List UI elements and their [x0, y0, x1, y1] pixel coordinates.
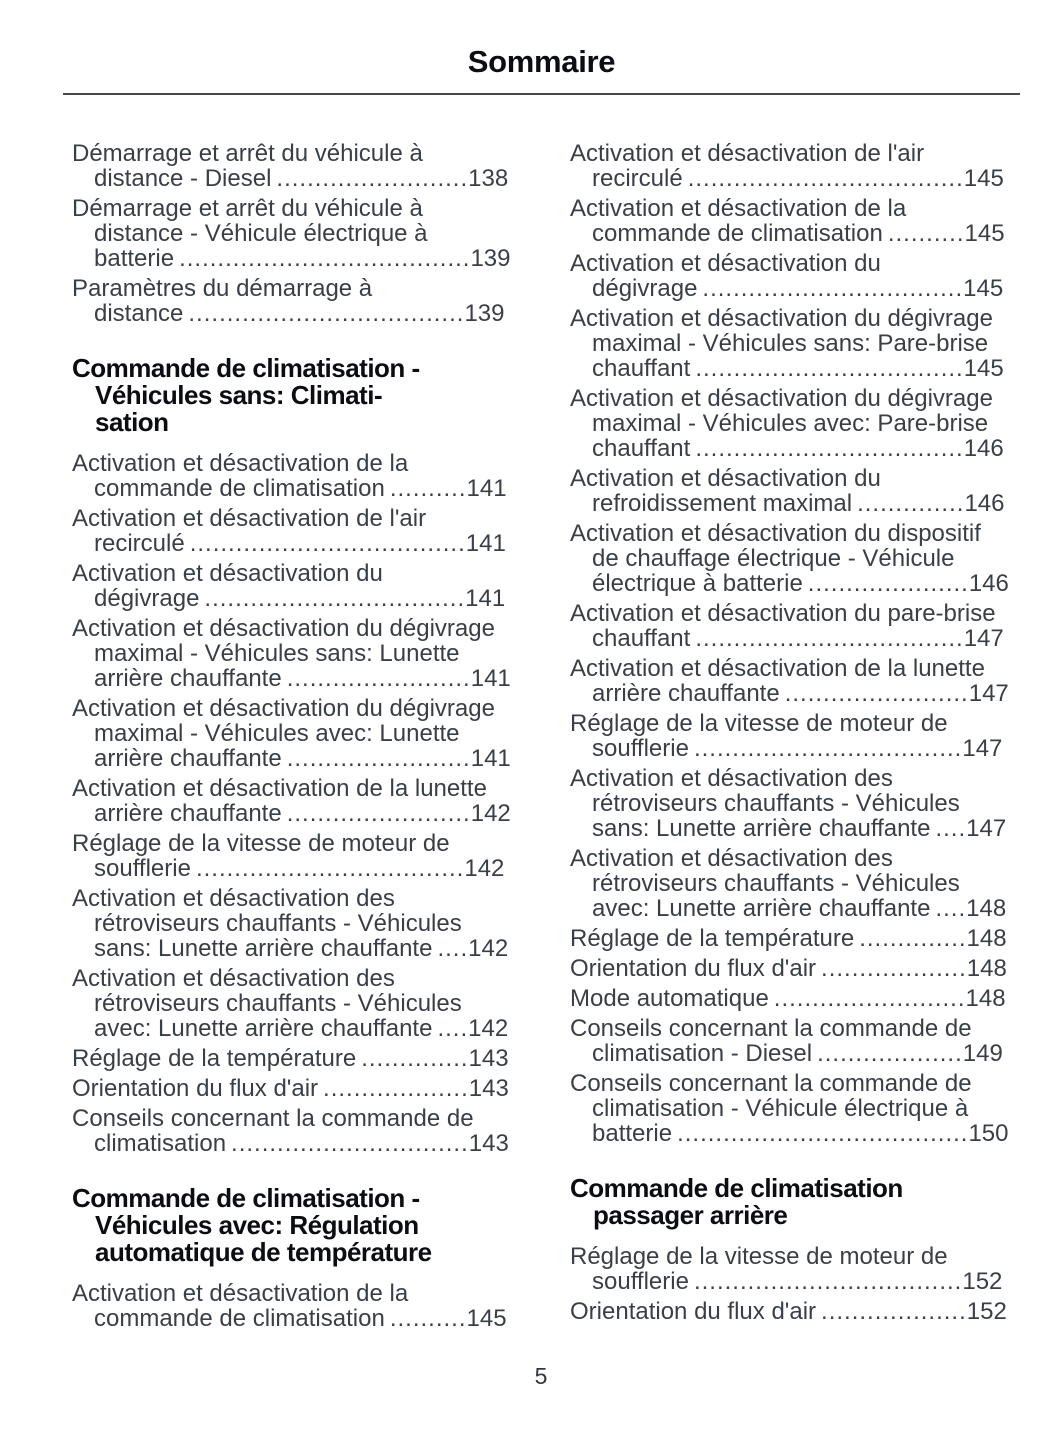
toc-entry-label: Orientation du flux d'air [570, 955, 817, 982]
toc-entry [72, 561, 512, 611]
toc-entry [570, 986, 1010, 1011]
toc-entry-page-number: 143 [468, 1130, 509, 1157]
toc-entry-page-number: 145 [466, 1305, 507, 1332]
dot-leader: .... [935, 895, 967, 922]
dot-leader: ........................ [784, 680, 969, 707]
dot-leader: ...................................... [179, 245, 471, 272]
dot-leader: ................... [323, 1075, 469, 1102]
toc-entry-page-number: 142 [464, 855, 505, 882]
toc-entry-page-number: 147 [968, 680, 1009, 707]
toc-entry [570, 711, 1010, 761]
toc-entry [570, 521, 1010, 596]
toc-entry [570, 1071, 1010, 1146]
toc-entry-label: Activation et désactivation des rétroviseurs chauffants - Véhicules sans: Lunette arrière chauffante [570, 765, 960, 842]
toc-entry-label: Conseils concernant la commande de climatisation [72, 1105, 474, 1157]
toc-entry-page-number: 145 [963, 275, 1004, 302]
toc-entry-page-number: 143 [468, 1045, 509, 1072]
toc-entry-label: Activation et désactivation des rétroviseurs chauffants - Véhicules avec: Lunette arrière chauffante [72, 965, 462, 1042]
toc-entry [72, 141, 512, 191]
toc-entry-label: Réglage de la température [570, 925, 855, 952]
dot-leader: ................................... [695, 355, 964, 382]
dot-leader: .......... [389, 475, 467, 502]
page-header [0, 0, 1055, 95]
toc-entry-page-number: 150 [968, 1120, 1009, 1147]
dot-leader: ................................... [695, 435, 964, 462]
dot-leader: .................................... [188, 300, 465, 327]
dot-leader: ................... [817, 1040, 963, 1067]
toc-entry-page-number: 141 [466, 475, 507, 502]
toc-column-1 [72, 141, 512, 1336]
toc-entry [72, 506, 512, 556]
toc-entry [72, 886, 512, 961]
section-heading-line: Commande de climatisation - [72, 353, 420, 383]
toc-entry-page-number: 142 [470, 800, 511, 827]
toc-entry-label: Activation et désactivation du dispositif de chauffage électrique - Véhicule électrique à batterie [570, 520, 981, 597]
toc-entry [570, 766, 1010, 841]
dot-leader: .................................. [204, 585, 466, 612]
toc-entry [570, 956, 1010, 981]
dot-leader: ................... [821, 955, 967, 982]
dot-leader: ................................... [695, 625, 964, 652]
toc-entry [72, 776, 512, 826]
dot-leader: ............................... [231, 1130, 469, 1157]
toc-entry-label: Activation et désactivation du dégivrage maximal - Véhicules avec: Pare-brise chauffant [570, 385, 993, 462]
toc-entry-page-number: 143 [468, 1075, 509, 1102]
dot-leader: .......... [389, 1305, 467, 1332]
toc-entry [570, 306, 1010, 381]
toc-entry-label: Réglage de la vitesse de moteur de soufflerie [570, 1243, 948, 1295]
dot-leader: .................................... [687, 165, 964, 192]
section-heading-line: sation [95, 407, 169, 437]
toc-entry-page-number: 141 [465, 530, 506, 557]
toc-entry-page-number: 148 [965, 985, 1006, 1012]
toc-entry-page-number: 142 [468, 1015, 509, 1042]
section-heading-line: Véhicules avec: Régulation [95, 1210, 419, 1240]
toc-entry-label: Activation et désactivation de la lunette arrière chauffante [72, 775, 487, 827]
toc-entry [570, 1016, 1010, 1066]
toc-entry-page-number: 145 [964, 220, 1005, 247]
dot-leader: ................................... [693, 735, 963, 762]
toc-entry-label: Activation et désactivation des rétroviseurs chauffants - Véhicules avec: Lunette arrière chauffante [570, 845, 960, 922]
toc-entry-label: Activation et désactivation du refroidissement maximal [570, 465, 881, 517]
toc-entry-label: Activation et désactivation de l'air recirculé [570, 140, 925, 192]
dot-leader: .... [437, 935, 469, 962]
toc-entry-label: Réglage de la vitesse de moteur de soufflerie [570, 710, 948, 762]
toc-entry-page-number: 145 [963, 355, 1004, 382]
toc-entry-page-number: 152 [966, 1298, 1007, 1325]
toc-entry-label: Activation et désactivation du dégivrage maximal - Véhicules sans: Lunette arrière chauffante [72, 615, 495, 692]
toc-columns [0, 95, 1055, 1336]
toc-entry-label: Activation et désactivation du dégivrage maximal - Véhicules avec: Lunette arrière chauffante [72, 695, 495, 772]
toc-entry-label: Orientation du flux d'air [72, 1075, 319, 1102]
toc-entry-page-number: 141 [465, 585, 506, 612]
toc-entry-label: Activation et désactivation du dégivrage [570, 250, 881, 302]
dot-leader: .................................. [702, 275, 964, 302]
toc-entry [72, 1281, 512, 1331]
section-heading-line: automatique de température [95, 1237, 432, 1267]
dot-leader: ......................... [276, 165, 469, 192]
toc-entry [72, 451, 512, 501]
dot-leader: .... [935, 815, 967, 842]
dot-leader: ........................ [286, 800, 471, 827]
toc-entry-page-number: 141 [470, 745, 511, 772]
toc-entry-page-number: 138 [468, 165, 509, 192]
dot-leader: .............. [859, 925, 967, 952]
toc-entry [570, 466, 1010, 516]
toc-entry [72, 966, 512, 1041]
section-heading-line: Commande de climatisation [570, 1173, 903, 1203]
section-heading-line: Véhicules sans: Climati- [95, 380, 383, 410]
section-heading [72, 355, 512, 436]
toc-entry [72, 196, 512, 271]
toc-entry [570, 926, 1010, 951]
toc-entry [72, 1046, 512, 1071]
toc-entry [72, 616, 512, 691]
toc-entry [570, 196, 1010, 246]
dot-leader: ........................ [286, 745, 471, 772]
toc-entry-label: Mode automatique [570, 985, 769, 1012]
dot-leader: .............. [361, 1045, 469, 1072]
toc-entry [72, 831, 512, 881]
footer-page-number: 5 [534, 1363, 548, 1389]
toc-entry-label: Activation et désactivation de la commande de climatisation [72, 450, 409, 502]
toc-entry-page-number: 149 [962, 1040, 1003, 1067]
section-heading [570, 1175, 1010, 1229]
toc-entry [570, 1299, 1010, 1324]
page-title: Sommaire [467, 44, 616, 79]
toc-entry [570, 846, 1010, 921]
toc-entry-label: Activation et désactivation de l'air recirculé [72, 505, 427, 557]
toc-column-2 [570, 141, 1010, 1329]
dot-leader: ..................... [807, 570, 969, 597]
toc-entry [570, 1244, 1010, 1294]
section-heading [72, 1185, 512, 1266]
toc-entry-label: Activation et désactivation du pare-brise chauffant [570, 600, 996, 652]
toc-entry-label: Activation et désactivation du dégivrage maximal - Véhicules sans: Pare-brise chauffant [570, 305, 993, 382]
toc-entry-page-number: 145 [963, 165, 1004, 192]
toc-entry-label: Conseils concernant la commande de climatisation - Véhicule électrique à batterie [570, 1070, 972, 1147]
dot-leader: .......... [887, 220, 965, 247]
toc-entry [72, 1106, 512, 1156]
dot-leader: .............. [857, 490, 965, 517]
toc-entry-page-number: 139 [470, 245, 511, 272]
dot-leader: ................... [821, 1298, 967, 1325]
toc-entry-page-number: 147 [966, 815, 1007, 842]
toc-entry-page-number: 148 [966, 955, 1007, 982]
toc-entry [570, 386, 1010, 461]
dot-leader: .................................... [189, 530, 466, 557]
toc-entry-label: Activation et désactivation de la commande de climatisation [570, 195, 907, 247]
toc-entry-label: Activation et désactivation du dégivrage [72, 560, 383, 612]
toc-entry-page-number: 147 [962, 735, 1003, 762]
toc-entry-page-number: 141 [470, 665, 511, 692]
toc-entry-label: Démarrage et arrêt du véhicule à distance - Véhicule électrique à batterie [72, 195, 428, 272]
toc-entry-label: Activation et désactivation de la lunette arrière chauffante [570, 655, 985, 707]
toc-entry [570, 141, 1010, 191]
dot-leader: ......................... [773, 985, 966, 1012]
toc-entry [570, 251, 1010, 301]
toc-entry-label: Démarrage et arrêt du véhicule à distance - Diesel [72, 140, 423, 192]
toc-entry-page-number: 147 [963, 625, 1004, 652]
toc-entry-page-number: 146 [968, 570, 1009, 597]
toc-entry-page-number: 148 [966, 925, 1007, 952]
toc-entry-label: Réglage de la température [72, 1045, 357, 1072]
toc-entry [72, 696, 512, 771]
toc-entry-page-number: 139 [464, 300, 505, 327]
toc-entry-page-number: 152 [962, 1268, 1003, 1295]
section-heading-line: Commande de climatisation - [72, 1183, 420, 1213]
dot-leader: .... [437, 1015, 469, 1042]
toc-entry-page-number: 148 [966, 895, 1007, 922]
toc-entry-label: Réglage de la vitesse de moteur de soufflerie [72, 830, 450, 882]
toc-entry-page-number: 142 [468, 935, 509, 962]
toc-entry-label: Orientation du flux d'air [570, 1298, 817, 1325]
toc-entry-label: Activation et désactivation de la commande de climatisation [72, 1280, 409, 1332]
toc-entry-label: Paramètres du démarrage à distance [72, 275, 373, 327]
toc-entry [570, 656, 1010, 706]
toc-entry [570, 601, 1010, 651]
toc-entry-label: Conseils concernant la commande de climatisation - Diesel [570, 1015, 972, 1067]
dot-leader: ................................... [693, 1268, 963, 1295]
dot-leader: ...................................... [677, 1120, 969, 1147]
dot-leader: ................................... [195, 855, 465, 882]
toc-entry-label: Activation et désactivation des rétroviseurs chauffants - Véhicules sans: Lunette arrière chauffante [72, 885, 462, 962]
section-heading-line: passager arrière [593, 1200, 788, 1230]
dot-leader: ........................ [286, 665, 471, 692]
toc-entry-page-number: 146 [963, 435, 1004, 462]
toc-entry [72, 276, 512, 326]
toc-entry [72, 1076, 512, 1101]
toc-entry-page-number: 146 [964, 490, 1005, 517]
